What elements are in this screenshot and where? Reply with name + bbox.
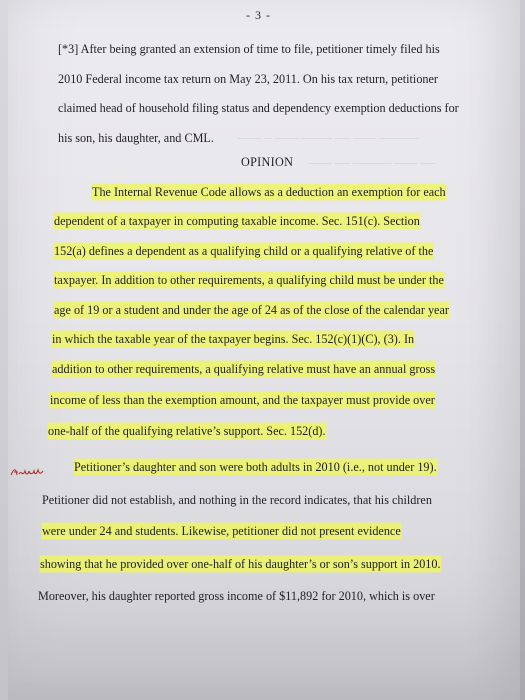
paragraph3-line: Moreover, his daughter reported gross income of $11,892 for 2010, which is over (38, 589, 435, 603)
section-heading: OPINION (241, 155, 294, 169)
paragraph1-line: claimed head of household filing status and dependency exemption deductions for (58, 101, 459, 115)
show-through-text: ─── ─ ─── ──── ── ─── ───── (238, 133, 419, 145)
paragraph1-line: 2010 Federal income tax return on May 23, 2011. On his tax return, petitioner (58, 72, 438, 86)
paragraph2-line: in which the taxable year of the taxpayer begins. Sec. 152(c)(1)(C), (3). In (52, 332, 415, 346)
page-number: - 3 - (246, 8, 271, 22)
show-through-text: ─── ── ───── ─── ── (308, 158, 436, 170)
paragraph2-line: income of less than the exemption amount, and the taxpayer must provide over (50, 393, 435, 407)
paragraph3-line: Petitioner’s daughter and son were both adults in 2010 (i.e., not under 19). (74, 460, 437, 474)
paragraph1-line: [*3] After being granted an extension of time to file, petitioner timely filed his (58, 42, 440, 56)
paragraph2-line: one-half of the qualifying relative’s support. Sec. 152(d). (48, 424, 326, 438)
document-page (8, 0, 520, 700)
paragraph1-line: his son, his daughter, and CML. (58, 131, 214, 145)
paragraph2-line: addition to other requirements, a qualifying relative must have an annual gross (52, 362, 436, 376)
paragraph2-line: age of 19 or a student and under the age of 24 as of the close of the calendar year (54, 303, 449, 317)
paragraph3-line: were under 24 and students. Likewise, petitioner did not present evidence (42, 524, 401, 538)
paragraph2-line: 152(a) defines a dependent as a qualifying child or a qualifying relative of the (54, 244, 434, 258)
handwritten-annotation-icon (10, 465, 44, 479)
paragraph3-line: showing that he provided over one-half of his daughter’s or son’s support in 2010. (40, 557, 441, 571)
paragraph3-line: Petitioner did not establish, and nothing in the record indicates, that his children (42, 493, 432, 507)
paragraph2-line: dependent of a taxpayer in computing taxable income. Sec. 151(c). Section (54, 214, 420, 228)
paragraph2-line: taxpayer. In addition to other requirements, a qualifying child must be under the (54, 273, 444, 287)
paragraph2-line: The Internal Revenue Code allows as a deduction an exemption for each (92, 185, 446, 199)
